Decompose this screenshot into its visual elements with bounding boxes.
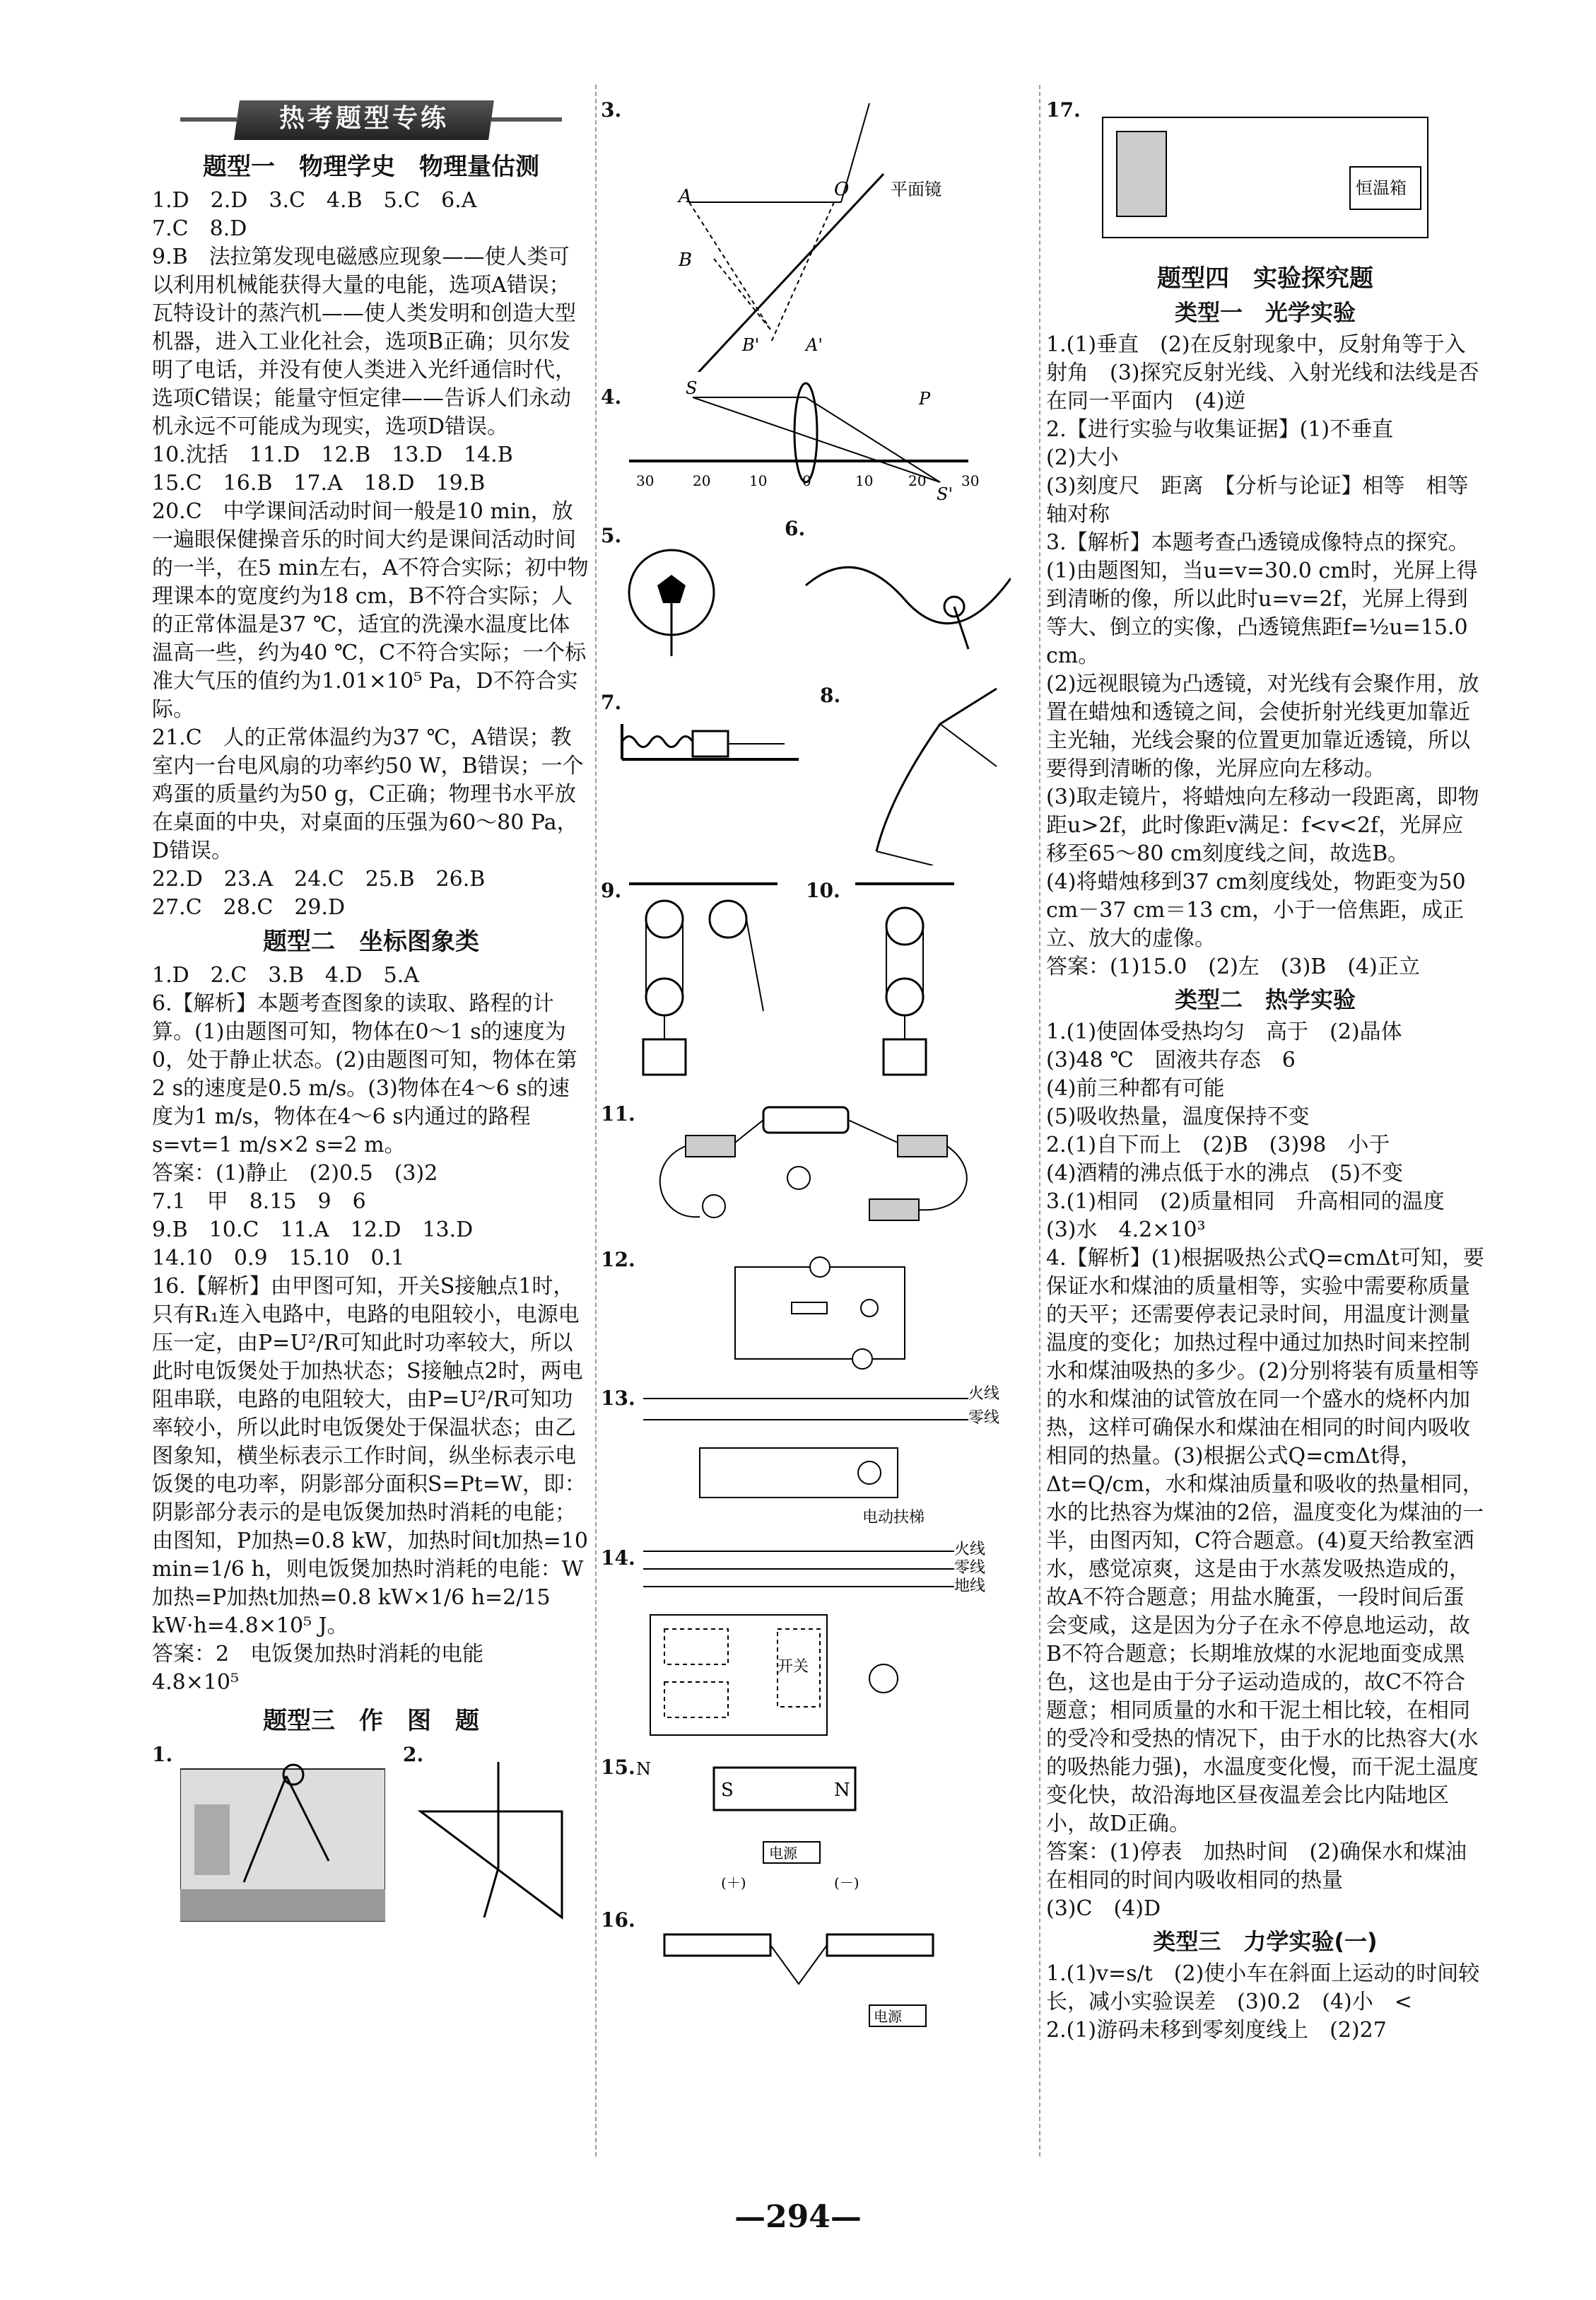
figure-14 bbox=[601, 1537, 1011, 1742]
ruler-tick: 10 bbox=[855, 472, 874, 489]
answer-line: 22.D 23.A 24.C 25.B 26.B bbox=[152, 867, 486, 892]
figure-7-8 bbox=[601, 682, 1011, 865]
ruler-tick: 20 bbox=[693, 472, 711, 489]
answer-line: 答案：(1)15.0 (2)左 (3)B (4)正立 bbox=[1046, 955, 1420, 979]
answer-line: 1.(1)使固体受热均匀 高于 (2)晶体 bbox=[1046, 1020, 1402, 1044]
figure-4 bbox=[601, 376, 1011, 510]
explanation-9: 9.B 法拉第发现电磁感应现象——使人类可以利用机械能获得大量的电能，选项A错误；瓦特设计的蒸汽机——使人类发明和创造大型机器，进入工业化社会，选项B正确；贝尔发明了电话，并没有使人类进入光纤通信时代，选项C错误；能量守恒定律——告诉人们永动机永远不可能成为现实，选项D错误。 bbox=[152, 245, 576, 439]
figure-17-drawing bbox=[1046, 89, 1470, 259]
explanation-16: 16.【解析】由甲图可知，开关S接触点1时，只有R₁连入电路中，电路的电阻较小，电源电压一定，由P=U²/R可知此时功率较大，所以此时电饭煲处于加热状态；S接触点2时，两电阻串联，电路的电阻较大，由P=U²/R可知功率较小，所以此时电饭煲处于保温状态；由乙图象知，横坐标表示工作时间，纵坐标表示电饭煲的电功率，阴影部分面积S=Pt=W，即：阴影部分表示的是电饭煲加热时消耗的电能；由图知，P加热=0.8 kW，加热时间t加热=10 min=1/6 h，则电饭煲加热时消耗的电能：W加热=P加热t加热=0.8 kW×1/6 h=2/15 kW·h=4.8×10⁵ J。 bbox=[152, 1274, 588, 1638]
svg-text:A': A' bbox=[806, 335, 823, 355]
figure-12 bbox=[601, 1239, 1011, 1373]
figure-15-drawing bbox=[601, 1746, 997, 1895]
incubator-label: 恒温箱 bbox=[1356, 178, 1407, 198]
fire-line-label: 火线 bbox=[954, 1541, 986, 1558]
section-title-4: 题型四 实验探究题 bbox=[1157, 264, 1373, 293]
answer-line: 10.沈括 11.D 12.B 13.D 14.B bbox=[152, 443, 513, 467]
fig-label: 2. bbox=[403, 1743, 424, 1766]
svg-text:O: O bbox=[834, 179, 850, 200]
answer-line: 27.C 28.C 29.D bbox=[152, 895, 346, 920]
answer-line: 7.C 8.D bbox=[152, 216, 247, 241]
fig-label: 1. bbox=[152, 1743, 173, 1766]
figure-3-drawing bbox=[601, 89, 997, 372]
figure-13-drawing bbox=[601, 1377, 1011, 1533]
ruler-tick: 20 bbox=[908, 472, 927, 489]
figure-1-2 bbox=[152, 1741, 590, 1932]
answer-line: (4)酒精的沸点低于水的沸点 (5)不变 bbox=[1046, 1161, 1403, 1186]
figure-13 bbox=[601, 1377, 1011, 1533]
zero-line-label: 零线 bbox=[954, 1559, 986, 1577]
figure-3 bbox=[601, 89, 1011, 372]
answer-line: 1.D 2.D 3.C 4.B 5.C 6.A bbox=[152, 188, 477, 213]
answer-line: 1.(1)垂直 (2)在反射现象中，反射角等于入射角 (3)探究反射光线、入射光线和法线是否在同一平面内 (4)逆 bbox=[1046, 332, 1479, 414]
svg-text:N: N bbox=[834, 1780, 850, 1801]
answer-line: 3.【解析】本题考查凸透镜成像特点的探究。(1)由题图知，当u=v=30.0 cm时，光屏上得到清晰的像，所以此时u=v=2f，光屏上得到等大、倒立的实像，凸透镜焦距f=½u=15.0 cm。 bbox=[1046, 530, 1478, 668]
figure-5-6 bbox=[601, 515, 1011, 677]
answer-line: (4)前三种都有可能 bbox=[1046, 1076, 1225, 1101]
answer-6: 答案：(1)静止 (2)0.5 (3)2 bbox=[152, 1161, 438, 1186]
minus-label: (－) bbox=[834, 1874, 859, 1891]
figure-2-drawing bbox=[413, 1755, 569, 1925]
figure-11 bbox=[601, 1093, 1011, 1234]
figure-14-drawing bbox=[601, 1537, 1011, 1742]
fig-label: 10. bbox=[806, 879, 840, 902]
fig-label: 7. bbox=[601, 691, 622, 714]
svg-text:B: B bbox=[679, 250, 693, 271]
fig-label: 15. bbox=[601, 1756, 635, 1779]
fig-label: 11. bbox=[601, 1102, 635, 1126]
answer-line: 2.(1)游码未移到零刻度线上 (2)27 bbox=[1046, 2018, 1387, 2043]
answer-line: 14.10 0.9 15.10 0.1 bbox=[152, 1246, 405, 1271]
ground-line-label: 地线 bbox=[954, 1577, 986, 1595]
answer-line: (2)大小 bbox=[1046, 445, 1119, 470]
fig-label: 6. bbox=[785, 517, 806, 540]
figure-5-6-drawing bbox=[601, 515, 1011, 677]
column-3 bbox=[1046, 85, 1490, 2045]
answer-line: 15.C 16.B 17.A 18.D 19.B bbox=[152, 471, 486, 496]
power-label: 电源 bbox=[874, 2008, 902, 2025]
column-divider-2 bbox=[1039, 85, 1040, 2156]
ruler-tick: 0 bbox=[802, 472, 811, 489]
svg-text:S': S' bbox=[937, 484, 954, 504]
answer-line: (3)取走镜片，将蜡烛向左移动一段距离，即物距u>2f，此时像距v满足：f<v<2f，光屏应移至65～80 cm刻度线之间，故选B。 bbox=[1046, 785, 1479, 866]
answer-line: (3)刻度尺 距离 【分析与论证】相等 相等 轴对称 bbox=[1046, 474, 1490, 527]
answer-line: 答案：(1)停表 加热时间 (2)确保水和煤油在相同的时间内吸收相同的热量 bbox=[1046, 1840, 1467, 1893]
explanation-20: 20.C 中学课间活动时间一般是10 min，放一遍眼保健操音乐的时间大约是课间活动时间的一半，在5 min左右，A不符合实际；初中物理课本的宽度约为18 cm，B不符合实际；人的正常体温是37 ℃，适宜的洗澡水温度比体温高一些，约为40 ℃，C不符合实际；一个标准大气压的值约为1.01×10⁵ Pa，D不符合实际。 bbox=[152, 499, 589, 722]
figure-12-drawing bbox=[601, 1239, 997, 1373]
plus-label: (＋) bbox=[721, 1874, 746, 1891]
power-label: 电源 bbox=[769, 1845, 797, 1862]
fig-label: 9. bbox=[601, 879, 622, 902]
figure-11-drawing bbox=[601, 1093, 997, 1234]
figure-1-drawing bbox=[180, 1755, 385, 1925]
fig-label: 5. bbox=[601, 524, 622, 547]
figure-9-10 bbox=[601, 870, 1011, 1089]
fig-label: 4. bbox=[601, 385, 622, 409]
svg-text:N: N bbox=[636, 1759, 651, 1779]
subsection-title: 类型一 光学实验 bbox=[1174, 299, 1356, 326]
mirror-label: 平面镜 bbox=[891, 180, 941, 199]
answer-line: 4.【解析】(1)根据吸热公式Q=cmΔt可知，要保证水和煤油的质量相等，实验中需要称质量的天平；还需要停表记录时间，用温度计测量温度的变化；加热过程中通过加热时间来控制水和煤油吸热的多少。(2)分别将装有质量相等的水和煤油的试管放在同一个盛水的烧杯内加热，这样可确保水和煤油在相同的时间内吸收相同的热量。(3)根据公式Q=cmΔt得，Δt=Q/cm，水和煤油质量和吸收的热量相同，水的比热容为煤油的2倍，温度变化为煤油的一半，由图丙知，C符合题意。(4)夏天给教室洒水，感觉凉爽，这是由于水蒸发吸热造成的，故A不符合题意；用盐水腌蛋，一段时间后蛋会变咸，这是因为分子在永不停息地运动，故B不符合题意；长期堆放煤的水泥地面变成黑色，这也是由于分子运动造成的，故C不符合题意；相同质量的水和干泥土相比较，在相同的受冷和受热的情况下，由于水的比热容大(水的吸热能力强)，水温度变化慢，而干泥土温度变化快，故沿海地区昼夜温差会比内陆地区小，故D正确。 bbox=[1046, 1246, 1484, 1836]
explanation-6: 6.【解析】本题考查图象的读取、路程的计算。(1)由题图可知，物体在0～1 s的速度为0，处于静止状态。(2)由题图可知，物体在第2 s的速度是0.5 m/s。(3)物体在4～6 s的速度为1 m/s，物体在4～6 s内通过的路程s=vt=1 m/s×2 s=2 m。 bbox=[152, 991, 577, 1157]
section-banner bbox=[180, 100, 562, 143]
answer-line: (2)远视眼镜为凸透镜，对光线有会聚作用，放置在蜡烛和透镜之间，会使折射光线更加靠近主光轴，光线会聚的位置更加靠近透镜，所以要得到清晰的像，光屏应向左移动。 bbox=[1046, 672, 1479, 781]
svg-text:P: P bbox=[919, 389, 931, 409]
fig-label: 8. bbox=[820, 684, 841, 707]
motor-label: 电动扶梯 bbox=[862, 1509, 925, 1526]
figure-4-drawing bbox=[601, 376, 997, 510]
column-2 bbox=[601, 85, 1011, 2052]
fig-label: 3. bbox=[601, 98, 622, 122]
fire-line-label: 火线 bbox=[968, 1385, 1000, 1403]
answer-line: (4)将蜡烛移到37 cm刻度线处，物距变为50 cm－37 cm＝13 cm，小于一倍焦距，成正立、放大的虚像。 bbox=[1046, 870, 1466, 951]
figure-16-drawing bbox=[601, 1899, 997, 2048]
ruler-tick: 30 bbox=[961, 472, 980, 489]
answer-16: 答案：2 电饭煲加热时消耗的电能 4.8×10⁵ bbox=[152, 1642, 505, 1695]
section-title-1: 题型一 物理学史 物理量估测 bbox=[203, 153, 539, 181]
fig-label: 13. bbox=[601, 1387, 635, 1410]
answer-line: 9.B 10.C 11.A 12.D 13.D bbox=[152, 1218, 474, 1242]
answer-line: (3)水 4.2×10³ bbox=[1046, 1218, 1206, 1242]
section-title-3: 题型三 作 图 题 bbox=[263, 1707, 479, 1735]
banner-title: 热考题型专练 bbox=[278, 104, 449, 133]
answer-line: 3.(1)相同 (2)质量相同 升高相同的温度 bbox=[1046, 1189, 1445, 1214]
subsection-title: 类型三 力学实验(一) bbox=[1153, 1928, 1378, 1955]
ruler-tick: 10 bbox=[749, 472, 768, 489]
page-number: —294— bbox=[734, 2199, 862, 2235]
figure-9-10-drawing bbox=[601, 870, 1011, 1089]
column-1 bbox=[152, 85, 590, 1936]
switch-label: 开关 bbox=[778, 1658, 809, 1676]
svg-text:S: S bbox=[686, 378, 698, 398]
answer-line: 1.D 2.C 3.B 4.D 5.A bbox=[152, 963, 419, 988]
answer-line: 2.(1)自下而上 (2)B (3)98 小于 bbox=[1046, 1133, 1390, 1157]
ruler-tick: 30 bbox=[636, 472, 655, 489]
svg-text:A: A bbox=[679, 186, 692, 207]
answer-line: (3)48 ℃ 固液共存态 6 bbox=[1046, 1048, 1296, 1073]
zero-line-label: 零线 bbox=[968, 1409, 1000, 1427]
svg-text:S: S bbox=[721, 1780, 734, 1801]
fig-label: 14. bbox=[601, 1546, 635, 1570]
explanation-21: 21.C 人的正常体温约为37 ℃，A错误；教室内一台电风扇的功率约50 W，B错误；一个鸡蛋的质量约为50 g，C正确；物理书水平放在桌面的中央，对桌面的压强为60～80 Pa，D错误。 bbox=[152, 725, 584, 863]
fig-label: 12. bbox=[601, 1248, 635, 1271]
figure-16 bbox=[601, 1899, 1011, 2048]
answer-line: 7.1 甲 8.15 9 6 bbox=[152, 1189, 366, 1214]
fig-label: 17. bbox=[1046, 98, 1081, 122]
fig-label: 16. bbox=[601, 1908, 635, 1932]
answer-line: (3)C (4)D bbox=[1046, 1896, 1161, 1921]
figure-15 bbox=[601, 1746, 1011, 1895]
section-title-2: 题型二 坐标图象类 bbox=[263, 928, 479, 956]
answer-line: (5)吸收热量，温度保持不变 bbox=[1046, 1104, 1310, 1129]
svg-text:B': B' bbox=[742, 335, 760, 355]
answer-line: 1.(1)v=s/t (2)使小车在斜面上运动的时间较长，减小实验误差 (3)0.2 (4)小 < bbox=[1046, 1961, 1480, 2014]
figure-7-8-drawing bbox=[601, 682, 1011, 865]
subsection-title: 类型二 热学实验 bbox=[1174, 986, 1356, 1013]
answer-line: 2.【进行实验与收集证据】(1)不垂直 bbox=[1046, 417, 1394, 442]
column-divider-1 bbox=[595, 85, 597, 2156]
figure-17 bbox=[1046, 89, 1484, 259]
